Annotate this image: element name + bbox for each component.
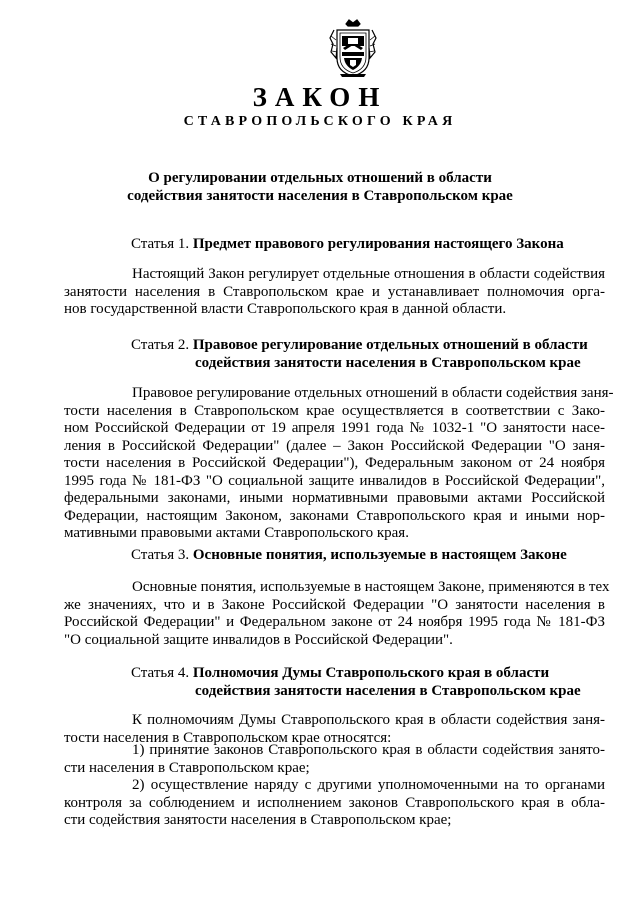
stavropol-coat-of-arms-icon bbox=[328, 18, 378, 78]
text-line: "О социальной защите инвалидов в Российской Федерации". bbox=[64, 631, 453, 648]
article-title-continuation: содействия занятости населения в Ставропольском крае bbox=[195, 355, 581, 371]
article-number: Статья 4. bbox=[131, 665, 190, 681]
text-line: мативными правовыми актами Ставропольского края. bbox=[64, 525, 409, 541]
text-line: тости населения в Ставропольском крае относятся: bbox=[64, 729, 392, 746]
article-2-paragraph bbox=[64, 385, 614, 543]
text-line: сти содействия занятости населения в Ставропольском крае; bbox=[64, 812, 452, 828]
text-line: К полномочиям Думы Ставропольского края в области содействия заня- bbox=[132, 712, 605, 728]
article-4-heading bbox=[131, 664, 581, 699]
text-line: 2) осуществление наряду с другими уполномоченными на то органами bbox=[132, 777, 605, 793]
text-line: федеральными законами, иными нормативными правовыми актами Российской bbox=[64, 490, 605, 506]
document-title-line: содействия занятости населения в Ставропольском крае bbox=[127, 188, 513, 204]
article-1-paragraph bbox=[64, 266, 605, 319]
article-number: Статья 2. bbox=[131, 337, 190, 353]
article-title-continuation: содействия занятости населения в Ставропольском крае bbox=[195, 683, 581, 699]
law-title: ЗАКОН bbox=[252, 82, 388, 112]
text-line: контроля за соблюдением и исполнением законов Ставропольского края в обла- bbox=[64, 794, 605, 811]
text-line: тости населения в Российской Федерации"), Федеральным законом от 24 ноября bbox=[64, 455, 605, 471]
article-title: Основные понятия, используемые в настоящем Законе bbox=[192, 547, 567, 563]
article-title: Предмет правового регулирования настоящего Закона bbox=[192, 236, 564, 252]
article-number: Статья 3. bbox=[131, 547, 190, 563]
text-line: же значениях, что и в Законе Российской Федерации "О занятости населения в bbox=[64, 596, 605, 613]
article-title: Полномочия Думы Ставропольского края в области bbox=[192, 665, 550, 681]
text-line: Российской Федерации" и Федеральном законе от 24 ноября 1995 года № 181-ФЗ bbox=[64, 614, 605, 630]
text-line: нов государственной власти Ставропольского края в данной области. bbox=[64, 301, 507, 317]
document-title bbox=[0, 169, 640, 205]
text-line: сти населения в Ставропольском крае; bbox=[64, 759, 310, 776]
article-number: Статья 1. bbox=[131, 236, 190, 252]
article-3-heading bbox=[131, 546, 567, 564]
text-line: ном Российской Федерации от 19 апреля 1991 года № 1032-1 "О занятости насе- bbox=[64, 420, 605, 436]
text-line: Настоящий Закон регулирует отдельные отношения в области содействия bbox=[132, 266, 605, 282]
law-subtitle: СТАВРОПОЛЬСКОГО КРАЯ bbox=[183, 114, 457, 129]
article-4-item-1 bbox=[64, 742, 605, 777]
text-line: Основные понятия, используемые в настоящем Законе, применяются в тех bbox=[132, 579, 610, 595]
text-line: 1995 года № 181-ФЗ "О социальной защите инвалидов в Российской Федерации", bbox=[64, 472, 605, 489]
article-1-heading bbox=[131, 235, 564, 253]
article-2-heading bbox=[131, 336, 588, 371]
text-line: тости населения в Ставропольском крае осуществляется в соответствии с Зако- bbox=[64, 402, 605, 419]
article-title: Правовое регулирование отдельных отношений в области bbox=[192, 337, 588, 353]
text-line: занятости населения в Ставропольском крае и устанавливает полномочия орга- bbox=[64, 283, 605, 300]
document-title-line: О регулировании отдельных отношений в области bbox=[148, 170, 492, 186]
text-line: ления в Российской Федерации" (далее – Закон Российской Федерации "О заня- bbox=[64, 437, 605, 454]
text-line: Федерации, настоящим Законом, законами Ставропольского края и иными нор- bbox=[64, 507, 605, 524]
text-line: 1) принятие законов Ставропольского края в области содействия занято- bbox=[132, 742, 605, 758]
text-line: Правовое регулирование отдельных отношений в области содействия заня- bbox=[132, 385, 614, 401]
article-4-item-2 bbox=[64, 777, 605, 830]
article-3-paragraph bbox=[64, 579, 610, 649]
